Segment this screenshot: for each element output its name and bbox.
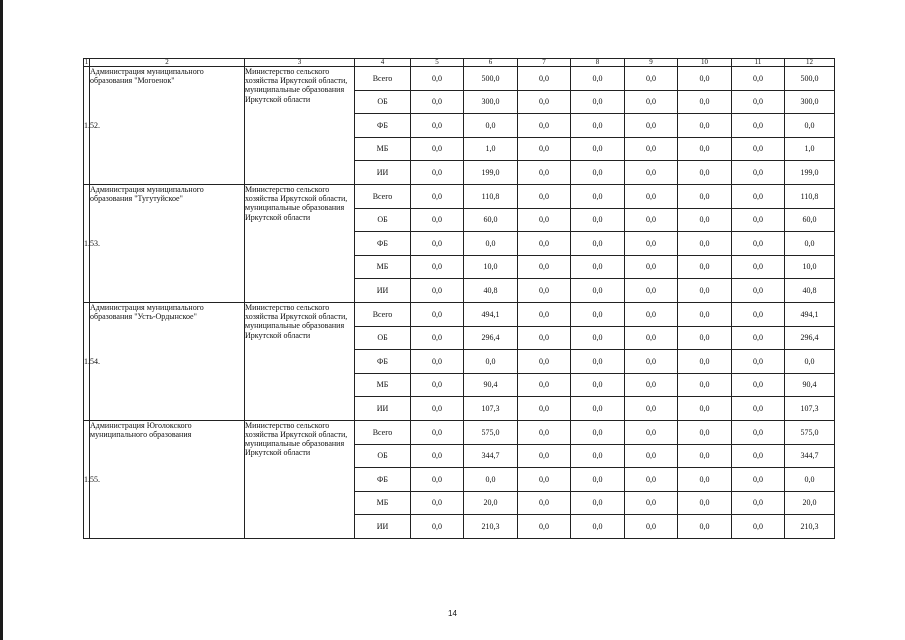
value-cell: 0,0 <box>571 161 625 185</box>
funding-source: ИИ <box>355 515 411 539</box>
value-cell: 0,0 <box>571 515 625 539</box>
value-cell: 0,0 <box>785 350 835 374</box>
value-cell: 0,0 <box>464 232 518 256</box>
header-row <box>84 59 835 67</box>
value-cell: 0,0 <box>625 515 678 539</box>
value-cell: 0,0 <box>732 184 785 208</box>
funding-source: ФБ <box>355 350 411 374</box>
value-cell: 0,0 <box>732 491 785 515</box>
value-cell: 1,0 <box>785 137 835 161</box>
value-cell: 0,0 <box>678 161 732 185</box>
funding-source: Всего <box>355 302 411 326</box>
table-body <box>84 67 835 539</box>
value-cell: 0,0 <box>678 255 732 279</box>
column-header: 3 <box>245 59 355 67</box>
budget-table <box>83 58 835 539</box>
item-number: 1.54. <box>84 302 90 420</box>
column-header: 7 <box>518 59 571 67</box>
column-header: 11 <box>732 59 785 67</box>
value-cell: 296,4 <box>464 326 518 350</box>
value-cell: 0,0 <box>571 350 625 374</box>
value-cell: 90,4 <box>785 373 835 397</box>
funding-source: МБ <box>355 137 411 161</box>
column-header: 9 <box>625 59 678 67</box>
value-cell: 0,0 <box>678 350 732 374</box>
page-number: 14 <box>448 609 457 618</box>
table-row <box>84 420 835 444</box>
value-cell: 0,0 <box>571 468 625 492</box>
value-cell: 199,0 <box>785 161 835 185</box>
value-cell: 0,0 <box>732 90 785 114</box>
funding-source: Всего <box>355 67 411 91</box>
funding-source: Всего <box>355 184 411 208</box>
value-cell: 0,0 <box>732 279 785 303</box>
value-cell: 0,0 <box>625 444 678 468</box>
value-cell: 0,0 <box>625 184 678 208</box>
value-cell: 0,0 <box>625 114 678 138</box>
value-cell: 60,0 <box>464 208 518 232</box>
value-cell: 0,0 <box>411 208 464 232</box>
value-cell: 0,0 <box>411 468 464 492</box>
value-cell: 0,0 <box>678 326 732 350</box>
funding-source: ОБ <box>355 326 411 350</box>
value-cell: 494,1 <box>785 302 835 326</box>
value-cell: 0,0 <box>678 114 732 138</box>
value-cell: 0,0 <box>732 67 785 91</box>
value-cell: 1,0 <box>464 137 518 161</box>
value-cell: 0,0 <box>571 67 625 91</box>
value-cell: 0,0 <box>411 137 464 161</box>
value-cell: 0,0 <box>518 444 571 468</box>
value-cell: 0,0 <box>678 137 732 161</box>
funding-source: ИИ <box>355 161 411 185</box>
value-cell: 0,0 <box>411 397 464 421</box>
responsible-authority: Министерство сельского хозяйства Иркутской области, муниципальные образования Иркутской области <box>245 302 355 420</box>
value-cell: 0,0 <box>732 255 785 279</box>
value-cell: 40,8 <box>785 279 835 303</box>
value-cell: 0,0 <box>678 444 732 468</box>
value-cell: 0,0 <box>518 373 571 397</box>
value-cell: 0,0 <box>732 302 785 326</box>
value-cell: 0,0 <box>732 232 785 256</box>
value-cell: 0,0 <box>732 515 785 539</box>
value-cell: 0,0 <box>571 90 625 114</box>
value-cell: 90,4 <box>464 373 518 397</box>
value-cell: 0,0 <box>732 373 785 397</box>
value-cell: 0,0 <box>625 232 678 256</box>
value-cell: 0,0 <box>518 255 571 279</box>
value-cell: 0,0 <box>678 515 732 539</box>
value-cell: 0,0 <box>625 279 678 303</box>
value-cell: 0,0 <box>571 420 625 444</box>
value-cell: 0,0 <box>678 67 732 91</box>
value-cell: 0,0 <box>518 184 571 208</box>
value-cell: 0,0 <box>732 137 785 161</box>
value-cell: 0,0 <box>411 90 464 114</box>
value-cell: 0,0 <box>518 114 571 138</box>
value-cell: 0,0 <box>464 468 518 492</box>
value-cell: 0,0 <box>411 420 464 444</box>
executor-name: Администрация муниципального образования "Усть-Ордынское" <box>90 302 245 420</box>
value-cell: 0,0 <box>518 67 571 91</box>
value-cell: 0,0 <box>518 208 571 232</box>
value-cell: 0,0 <box>518 515 571 539</box>
value-cell: 0,0 <box>625 161 678 185</box>
value-cell: 0,0 <box>518 326 571 350</box>
value-cell: 0,0 <box>571 326 625 350</box>
table-row <box>84 184 835 208</box>
value-cell: 575,0 <box>785 420 835 444</box>
funding-source: ОБ <box>355 90 411 114</box>
responsible-authority: Министерство сельского хозяйства Иркутской области, муниципальные образования Иркутской области <box>245 184 355 302</box>
value-cell: 0,0 <box>518 232 571 256</box>
funding-source: ИИ <box>355 279 411 303</box>
value-cell: 0,0 <box>518 420 571 444</box>
value-cell: 0,0 <box>518 302 571 326</box>
value-cell: 0,0 <box>732 326 785 350</box>
value-cell: 0,0 <box>571 232 625 256</box>
value-cell: 0,0 <box>678 184 732 208</box>
funding-source: ОБ <box>355 444 411 468</box>
value-cell: 0,0 <box>518 397 571 421</box>
value-cell: 10,0 <box>785 255 835 279</box>
value-cell: 210,3 <box>785 515 835 539</box>
value-cell: 500,0 <box>464 67 518 91</box>
value-cell: 0,0 <box>785 468 835 492</box>
value-cell: 0,0 <box>625 397 678 421</box>
value-cell: 0,0 <box>732 208 785 232</box>
value-cell: 0,0 <box>678 90 732 114</box>
value-cell: 0,0 <box>625 373 678 397</box>
value-cell: 0,0 <box>625 90 678 114</box>
item-number: 1.55. <box>84 420 90 538</box>
value-cell: 0,0 <box>625 326 678 350</box>
value-cell: 210,3 <box>464 515 518 539</box>
item-number: 1.52. <box>84 67 90 185</box>
value-cell: 0,0 <box>411 279 464 303</box>
value-cell: 0,0 <box>678 373 732 397</box>
funding-source: ФБ <box>355 232 411 256</box>
value-cell: 0,0 <box>732 397 785 421</box>
funding-source: Всего <box>355 420 411 444</box>
value-cell: 0,0 <box>411 255 464 279</box>
column-header: 12 <box>785 59 835 67</box>
value-cell: 20,0 <box>464 491 518 515</box>
value-cell: 494,1 <box>464 302 518 326</box>
value-cell: 0,0 <box>571 184 625 208</box>
column-header: 6 <box>464 59 518 67</box>
value-cell: 10,0 <box>464 255 518 279</box>
value-cell: 0,0 <box>732 350 785 374</box>
value-cell: 0,0 <box>678 468 732 492</box>
value-cell: 0,0 <box>571 444 625 468</box>
value-cell: 107,3 <box>785 397 835 421</box>
value-cell: 0,0 <box>571 208 625 232</box>
column-header: 4 <box>355 59 411 67</box>
value-cell: 60,0 <box>785 208 835 232</box>
value-cell: 0,0 <box>411 232 464 256</box>
value-cell: 0,0 <box>625 208 678 232</box>
value-cell: 0,0 <box>625 468 678 492</box>
value-cell: 0,0 <box>411 515 464 539</box>
value-cell: 0,0 <box>411 373 464 397</box>
value-cell: 0,0 <box>678 397 732 421</box>
value-cell: 0,0 <box>411 350 464 374</box>
value-cell: 0,0 <box>464 350 518 374</box>
executor-name: Администрация муниципального образования "Могоенок" <box>90 67 245 185</box>
column-header: 10 <box>678 59 732 67</box>
value-cell: 0,0 <box>625 302 678 326</box>
funding-source: ФБ <box>355 114 411 138</box>
value-cell: 0,0 <box>732 420 785 444</box>
funding-source: МБ <box>355 255 411 279</box>
value-cell: 0,0 <box>518 350 571 374</box>
funding-source: ФБ <box>355 468 411 492</box>
value-cell: 300,0 <box>464 90 518 114</box>
value-cell: 110,8 <box>464 184 518 208</box>
value-cell: 110,8 <box>785 184 835 208</box>
value-cell: 0,0 <box>411 114 464 138</box>
value-cell: 0,0 <box>518 161 571 185</box>
column-header: 8 <box>571 59 625 67</box>
value-cell: 0,0 <box>411 161 464 185</box>
value-cell: 0,0 <box>678 420 732 444</box>
value-cell: 199,0 <box>464 161 518 185</box>
value-cell: 0,0 <box>571 114 625 138</box>
funding-source: ОБ <box>355 208 411 232</box>
value-cell: 0,0 <box>571 302 625 326</box>
value-cell: 0,0 <box>678 208 732 232</box>
table-row <box>84 302 835 326</box>
value-cell: 0,0 <box>625 67 678 91</box>
column-header: 2 <box>90 59 245 67</box>
responsible-authority: Министерство сельского хозяйства Иркутской области, муниципальные образования Иркутской области <box>245 420 355 538</box>
executor-name: Администрация муниципального образования "Тугутуйское" <box>90 184 245 302</box>
value-cell: 107,3 <box>464 397 518 421</box>
value-cell: 500,0 <box>785 67 835 91</box>
value-cell: 0,0 <box>571 491 625 515</box>
value-cell: 0,0 <box>732 468 785 492</box>
value-cell: 0,0 <box>625 350 678 374</box>
responsible-authority: Министерство сельского хозяйства Иркутской области, муниципальные образования Иркутской области <box>245 67 355 185</box>
value-cell: 296,4 <box>785 326 835 350</box>
value-cell: 20,0 <box>785 491 835 515</box>
value-cell: 0,0 <box>411 302 464 326</box>
value-cell: 0,0 <box>518 137 571 161</box>
value-cell: 0,0 <box>411 67 464 91</box>
value-cell: 0,0 <box>785 232 835 256</box>
value-cell: 344,7 <box>464 444 518 468</box>
value-cell: 0,0 <box>518 279 571 303</box>
column-header: 5 <box>411 59 464 67</box>
scan-edge <box>0 0 3 640</box>
value-cell: 0,0 <box>411 326 464 350</box>
value-cell: 575,0 <box>464 420 518 444</box>
value-cell: 0,0 <box>571 137 625 161</box>
value-cell: 0,0 <box>625 255 678 279</box>
value-cell: 0,0 <box>411 444 464 468</box>
value-cell: 0,0 <box>625 420 678 444</box>
value-cell: 0,0 <box>732 114 785 138</box>
value-cell: 0,0 <box>678 279 732 303</box>
item-number: 1.53. <box>84 184 90 302</box>
funding-source: МБ <box>355 491 411 515</box>
value-cell: 0,0 <box>571 373 625 397</box>
column-header: 1 <box>84 58 89 66</box>
value-cell: 0,0 <box>678 302 732 326</box>
value-cell: 0,0 <box>464 114 518 138</box>
executor-name: Администрация Юголокского муниципального образования <box>90 420 245 538</box>
table-row <box>84 67 835 91</box>
value-cell: 344,7 <box>785 444 835 468</box>
funding-source: МБ <box>355 373 411 397</box>
value-cell: 0,0 <box>625 137 678 161</box>
value-cell: 0,0 <box>411 184 464 208</box>
value-cell: 0,0 <box>678 491 732 515</box>
value-cell: 0,0 <box>625 491 678 515</box>
value-cell: 0,0 <box>571 279 625 303</box>
value-cell: 0,0 <box>411 491 464 515</box>
value-cell: 40,8 <box>464 279 518 303</box>
value-cell: 0,0 <box>518 491 571 515</box>
value-cell: 0,0 <box>732 444 785 468</box>
funding-source: ИИ <box>355 397 411 421</box>
value-cell: 0,0 <box>571 397 625 421</box>
value-cell: 0,0 <box>518 468 571 492</box>
value-cell: 0,0 <box>732 161 785 185</box>
value-cell: 0,0 <box>571 255 625 279</box>
value-cell: 0,0 <box>518 90 571 114</box>
value-cell: 0,0 <box>785 114 835 138</box>
value-cell: 300,0 <box>785 90 835 114</box>
value-cell: 0,0 <box>678 232 732 256</box>
